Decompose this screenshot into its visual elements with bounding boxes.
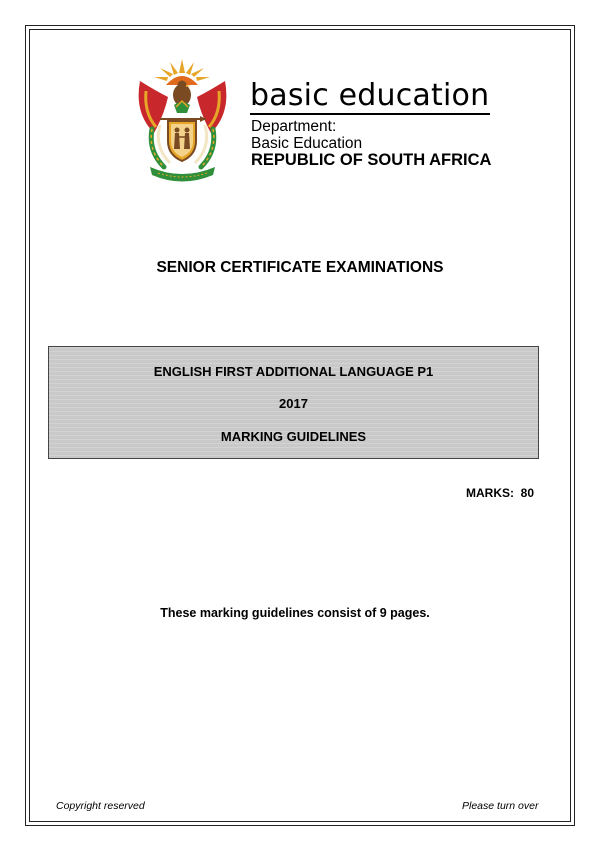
motto-ribbon	[150, 167, 215, 182]
subject-title: ENGLISH FIRST ADDITIONAL LANGUAGE P1	[153, 364, 434, 379]
south-africa-coat-of-arms-icon	[130, 55, 235, 185]
exam-title: SENIOR CERTIFICATE EXAMINATIONS	[156, 259, 444, 276]
exam-year: 2017	[279, 396, 308, 411]
turn-over-footer: Please turn over	[462, 800, 539, 812]
protea	[174, 102, 190, 113]
total-marks: MARKS: 80	[466, 486, 535, 500]
country-name: REPUBLIC OF SOUTH AFRICA	[251, 151, 492, 169]
department-label: Department:	[251, 118, 337, 135]
logo-underline	[250, 113, 490, 115]
document-type: MARKING GUIDELINES	[220, 429, 367, 444]
subject-info-box	[48, 346, 539, 459]
department-name: Basic Education	[251, 135, 363, 152]
page-count-note: These marking guidelines consist of 9 pages.	[160, 606, 430, 620]
copyright-footer: Copyright reserved	[56, 800, 145, 812]
logo-wordmark: basic education	[250, 78, 490, 113]
